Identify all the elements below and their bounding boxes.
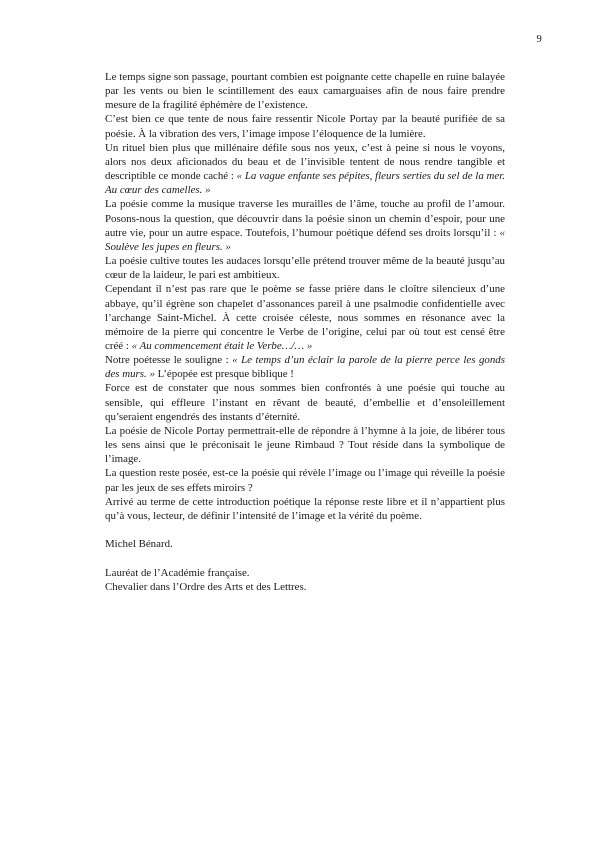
text-run: La poésie de Nicole Portay permettrait-elle de répondre à l’hymne à la joie, de libérer tous les sens ainsi que le préconisait le jeune Rimbaud ? Tout réside dans la symbolique de l’image.	[105, 424, 505, 466]
text-run: C’est bien ce que tente de nous faire ressentir Nicole Portay par la beauté purifiée de sa poésie. À la vibration des vers, l’image impose l’éloquence de la lumière.	[105, 113, 505, 140]
paragraph	[105, 282, 505, 353]
paragraph	[105, 141, 505, 198]
text-run: La poésie comme la musique traverse les murailles de l’âme, touche au profil de l’amour. Posons-nous la question, que découvrir dans la poésie sinon un chemin d’espoir, pour une autre vie, pour un autre espace. Toutefois, l’humour poétique défend ses droits lorsqu’il :	[105, 198, 505, 239]
paragraph	[105, 381, 505, 423]
text-run: Un rituel bien plus que millénaire défile sous nos yeux, c’est à peine si nous le voyons, alors nos deux aficionados du beau et de l’invisible tentent de nous rendre tangible et descriptible ce monde caché :	[105, 141, 505, 183]
text-run: La question reste posée, est-ce la poésie qui révèle l’image ou l’image qui réveille la poésie par les jeux de ses effets miroirs ?	[105, 467, 505, 494]
quotation: « Soulève les jupes en fleurs. »	[105, 226, 505, 253]
text-run: Le temps signe son passage, pourtant combien est poignante cette chapelle en ruine balayée par les vents ou bien le scintillement des eaux camarguaises afin de nous faire prendre mesure de la fragilité éphémère de l’existence.	[105, 71, 505, 112]
author-credits	[105, 566, 505, 594]
text-run: Cependant il n’est pas rare que le poème se fasse prière dans le cloître silencieux d’une abbaye, qu’il égrène son chapelet d’assonances pareil à une psalmodie confidentielle avec l’archange Saint-Michel. À cette croisée céleste, nous sommes en résonance avec la mémoire de la pierre qui concentre le Verbe de l’origine, celui par où tout est censé être créé :	[105, 283, 505, 352]
paragraph	[105, 197, 505, 254]
paragraph	[105, 254, 505, 282]
page-number: 9	[536, 34, 542, 45]
text-run: Notre poétesse le souligne :	[105, 354, 233, 367]
body-text	[105, 70, 505, 594]
quotation: « Au commencement était le Verbe…/… »	[131, 339, 313, 352]
quotation: « Le temps d’un éclair la parole de la pierre perce les gonds des murs. »	[105, 354, 505, 381]
credit-line: Chevalier dans l’Ordre des Arts et des Lettres.	[105, 581, 307, 594]
paragraph	[105, 495, 505, 523]
text-run: Force est de constater que nous sommes bien confrontés à une poésie qui touche au sensible, qui effleure l’instant en rêvant de beauté, d’embellie et d’ensoleillement qu’seraient engendrés des instants d’éternité.	[105, 382, 505, 423]
paragraph	[105, 70, 505, 112]
text-run: Arrivé au terme de cette introduction poétique la réponse reste libre et il n’appartient plus qu’à vous, lecteur, de définir l’intensité de l’image et la vérité du poème.	[105, 495, 505, 522]
text-run: La poésie cultive toutes les audaces lorsqu’elle prétend trouver même de la beauté jusqu’au cœur de la laideur, le pari est ambitieux.	[105, 255, 505, 282]
paragraph	[105, 112, 505, 140]
text-run: L’épopée est presque biblique !	[154, 368, 294, 381]
signature: Michel Bénard.	[105, 538, 173, 550]
paragraph	[105, 466, 505, 494]
quotation: « La vague enfante ses pépites, fleurs serties du sel de la mer. Au cœur des camelles. »	[105, 170, 505, 197]
credit-line: Lauréat de l’Académie française.	[105, 567, 250, 580]
paragraph	[105, 353, 505, 381]
paragraph	[105, 424, 505, 466]
paragraph-list	[105, 70, 505, 523]
